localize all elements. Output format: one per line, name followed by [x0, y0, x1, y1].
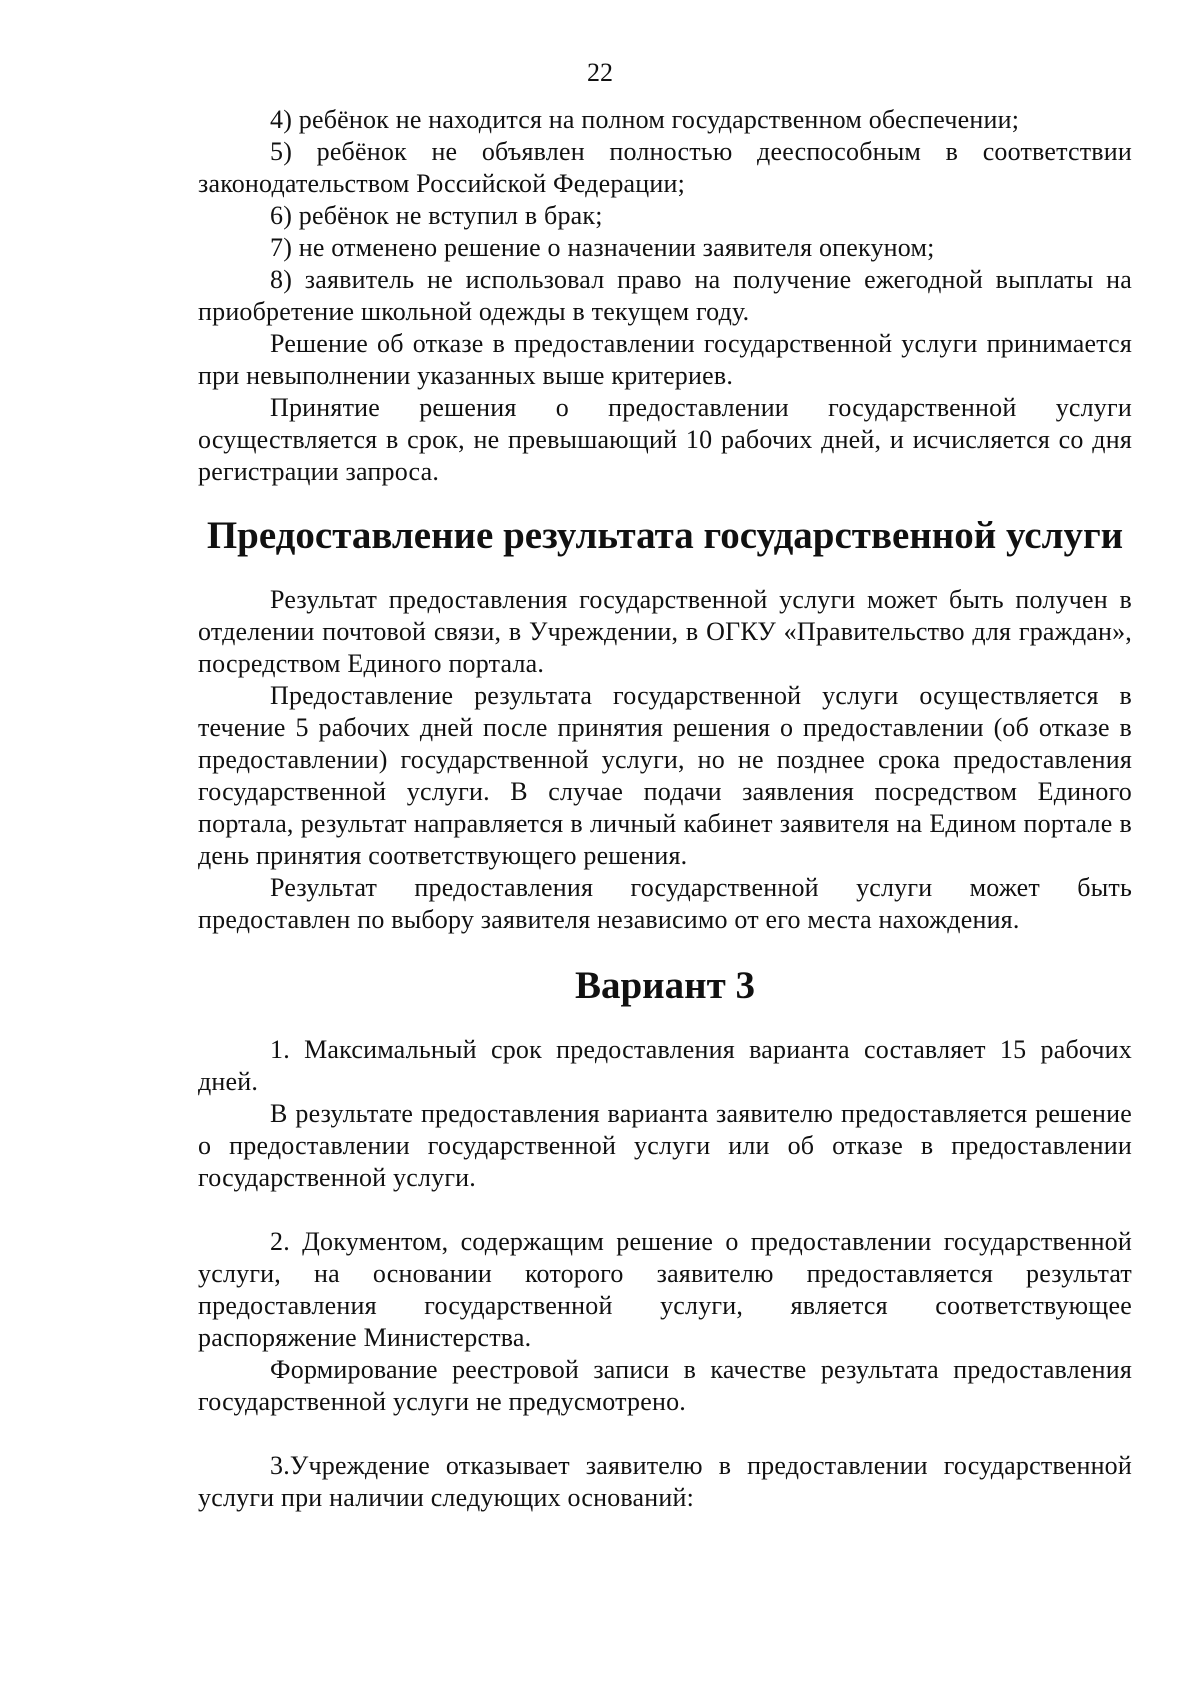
paragraph-result-obtain: Результат предоставления государственной услуги может быть получен в отделении почтовой связи, в Учреждении, в ОГКУ «Правительство для граждан», посредством Единого портала.: [198, 585, 1132, 678]
paragraph-refusal-decision: Решение об отказе в предоставлении государственной услуги принимается при невыполнении указанных выше критериев.: [198, 329, 1132, 390]
paragraph-variant-max-term: 1. Максимальный срок предоставления варианта составляет 15 рабочих дней.: [198, 1035, 1132, 1096]
page-number: 22: [587, 58, 613, 87]
paragraph-result-term: Предоставление результата государственной услуги осуществляется в течение 5 рабочих дней после принятия решения о предоставлении (об отказе в предоставлении) государственной услуги, но не позднее срока предоставления государственной услуги. В случае подачи заявления посредством Единого портала, результат направляется в личный кабинет заявителя на Едином портале в день принятия соответствующего решения.: [198, 681, 1132, 870]
document-body: [198, 104, 1132, 1514]
paragraph-refusal-grounds: 3.Учреждение отказывает заявителю в предоставлении государственной услуги при наличии следующих оснований:: [198, 1451, 1132, 1512]
paragraph-registry-record: Формирование реестровой записи в качестве результата предоставления государственной услуги не предусмотрено.: [198, 1355, 1132, 1416]
paragraph-variant-result: В результате предоставления варианта заявителю предоставляется решение о предоставлении государственной услуги или об отказе в предоставлении государственной услуги.: [198, 1099, 1132, 1192]
paragraph-criterion-7: 7) не отменено решение о назначении заявителя опекуном;: [270, 233, 935, 262]
paragraph-criterion-5: 5) ребёнок не объявлен полностью дееспособным в соответствии законодательством Российской Федерации;: [198, 137, 1132, 198]
paragraph-criterion-4: 4) ребёнок не находится на полном государственном обеспечении;: [270, 105, 1020, 134]
paragraph-variant-document: 2. Документом, содержащим решение о предоставлении государственной услуги, на основании которого заявителю предоставляется результат предоставления государственной услуги, является соответствующее распоряжение Министерства.: [198, 1227, 1132, 1352]
section-heading-variant-3: Вариант 3: [574, 964, 756, 1007]
paragraph-criterion-6: 6) ребёнок не вступил в брак;: [270, 201, 603, 230]
paragraph-result-location: Результат предоставления государственной услуги может быть предоставлен по выбору заявителя независимо от его места нахождения.: [198, 873, 1132, 934]
section-heading-result: Предоставление результата государственной услуги: [206, 514, 1124, 557]
paragraph-decision-term: Принятие решения о предоставлении государственной услуги осуществляется в срок, не превышающий 10 рабочих дней, и исчисляется со дня регистрации запроса.: [198, 393, 1132, 486]
paragraph-criterion-8: 8) заявитель не использовал право на получение ежегодной выплаты на приобретение школьной одежды в текущем году.: [198, 265, 1132, 326]
